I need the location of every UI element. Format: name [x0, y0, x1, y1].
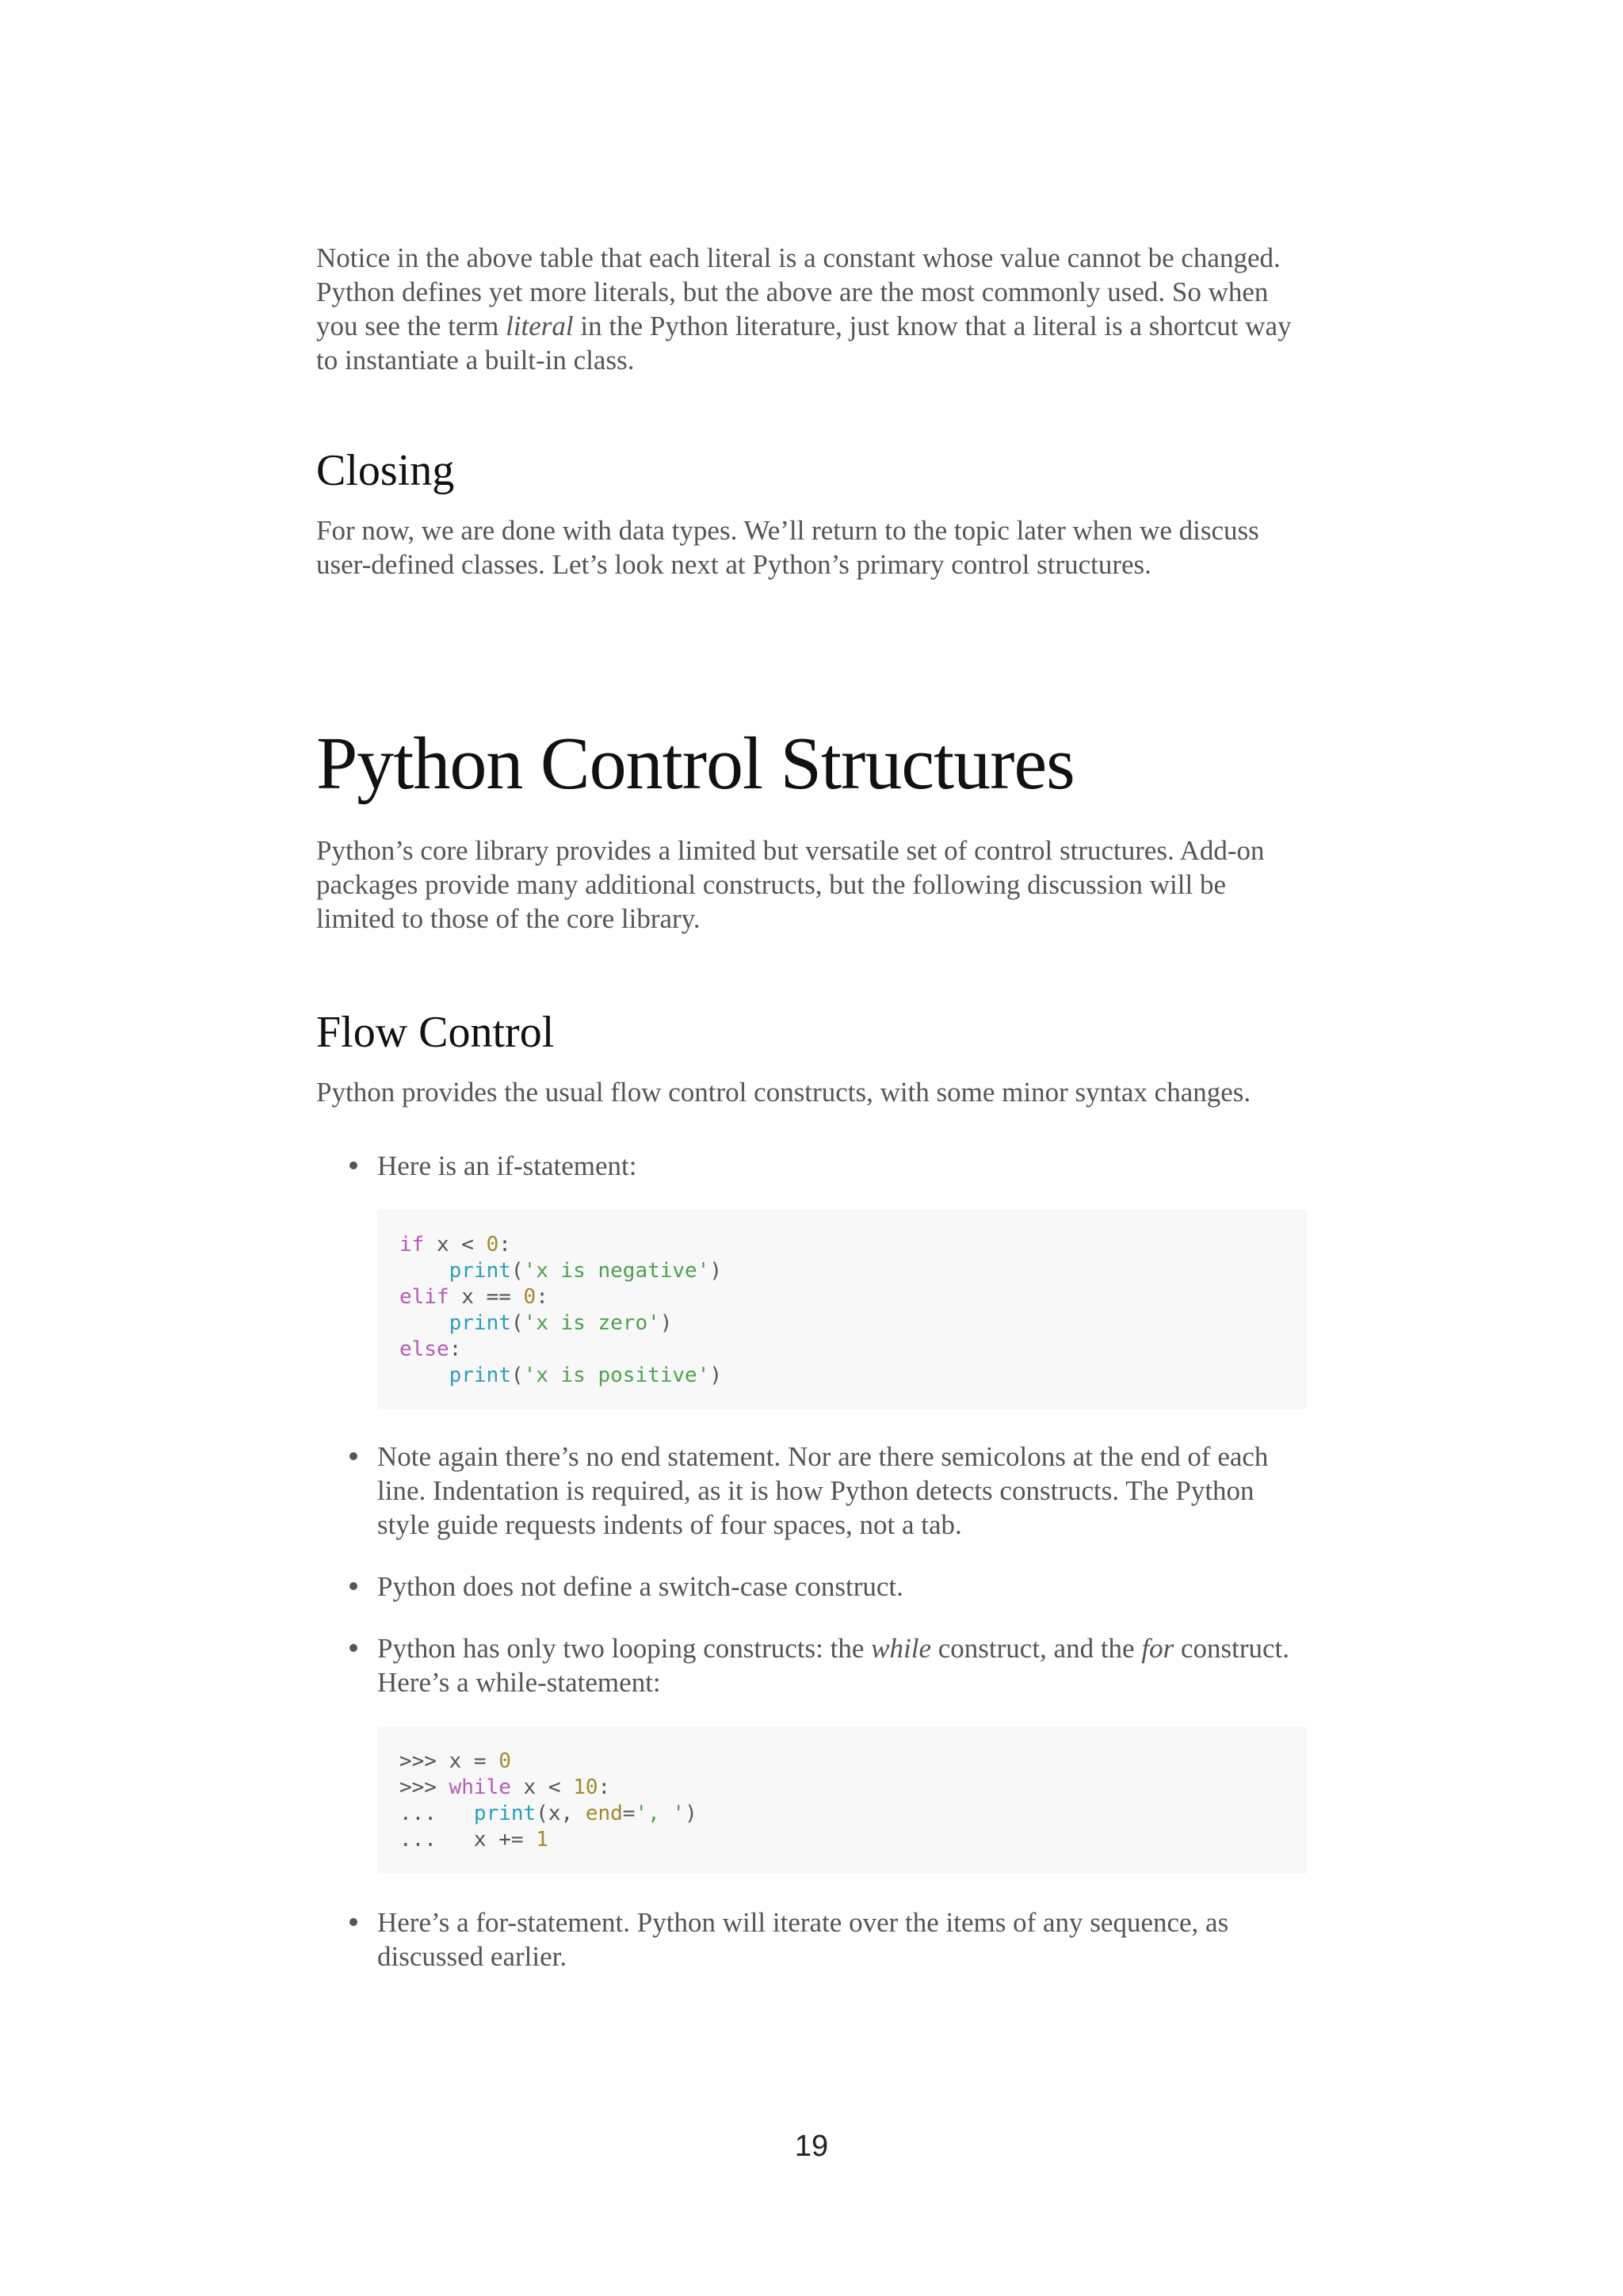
- flow-control-list: [316, 1149, 1310, 1183]
- bullet-icon: [349, 1161, 357, 1169]
- bullet-icon: [349, 1644, 357, 1652]
- closing-heading: Closing: [316, 446, 455, 495]
- list-item-text: Note again there’s no end statement. Nor are there semicolons at the end of each line. Indentation is required, as it is how Python detects constructs. The Python style guide requests indents of four spaces, not a tab.: [377, 1441, 1269, 1540]
- closing-paragraph: For now, we are done with data types. We’ll return to the topic later when we discuss user-defined classes. Let’s look next at Python’s primary control structures.: [316, 515, 1259, 580]
- code-block-while: >>> x = 0 >>> while x < 10: ... print(x, end=', ') ... x += 1: [377, 1726, 1307, 1874]
- flow-control-heading: Flow Control: [316, 1008, 555, 1057]
- list-item: [316, 1905, 1310, 1974]
- list-item-text: Python has only two looping constructs: the while construct, and the for construct. Here’s a while-statement:: [377, 1633, 1289, 1698]
- list-item-text: Here’s a for-statement. Python will iterate over the items of any sequence, as discussed earlier.: [377, 1907, 1229, 1972]
- intro-text-1: Notice in the above table that each literal is a constant whose value cannot be changed. Python defines yet more literals, but the above are the most commonly used. So when you see the term: [316, 242, 1281, 341]
- list-item: [316, 1631, 1310, 1699]
- flow-control-intro: Python provides the usual flow control constructs, with some minor syntax changes.: [316, 1077, 1251, 1108]
- chapter-intro-paragraph: Python’s core library provides a limited but versatile set of control structures. Add-on packages provide many additional constructs, but the following discussion will be limited to those of the core library.: [316, 835, 1265, 934]
- list-item: [316, 1440, 1310, 1542]
- intro-italic-literal: literal: [506, 311, 574, 341]
- flow-control-list-3: [316, 1905, 1310, 1974]
- list-item: [316, 1149, 1310, 1183]
- page-content: [316, 241, 1310, 1974]
- chapter-title: Python Control Structures: [316, 723, 1075, 805]
- list-item-text: Here is an if-statement:: [377, 1150, 637, 1181]
- bullet-icon: [349, 1918, 357, 1926]
- bullet-icon: [349, 1452, 357, 1460]
- intro-paragraph: [316, 241, 1310, 377]
- list-item-text: Python does not define a switch-case construct.: [377, 1571, 903, 1602]
- bullet-icon: [349, 1582, 357, 1590]
- flow-control-list-2: [316, 1440, 1310, 1699]
- list-item: [316, 1569, 1310, 1604]
- intro-text-2: in the Python literature, just know that a literal is a shortcut way to instantiate a built-in class.: [316, 311, 1292, 376]
- code-block-if: if x < 0: print('x is negative') elif x == 0: print('x is zero') else: print('x is positive'): [377, 1210, 1307, 1409]
- page-number: 19: [794, 2130, 829, 2163]
